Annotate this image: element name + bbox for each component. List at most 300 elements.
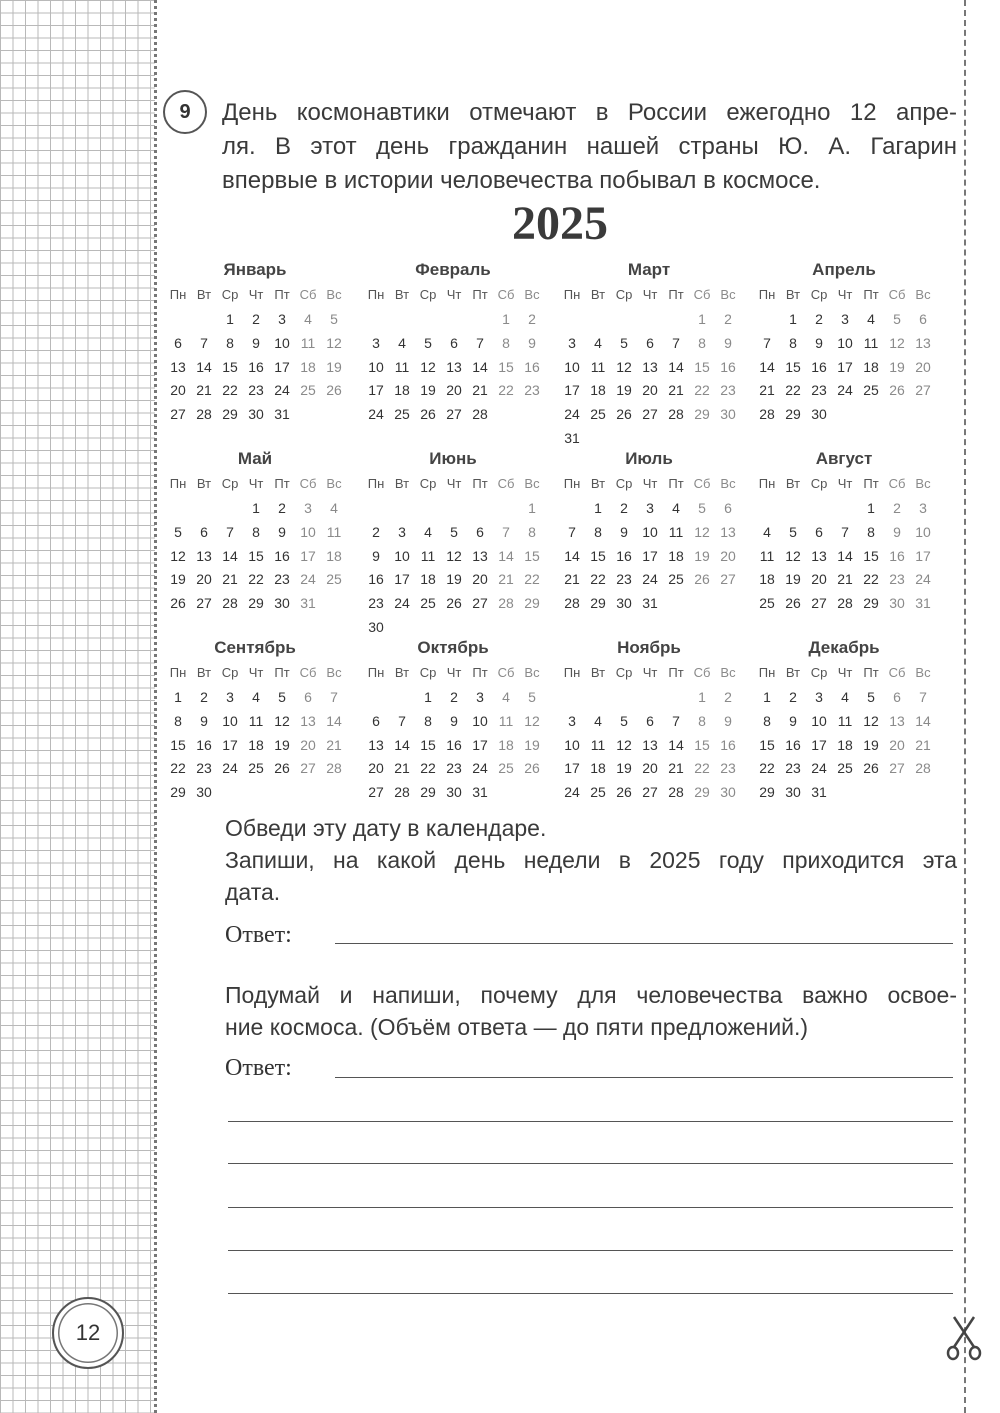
calendar-day[interactable]: 16 xyxy=(720,358,736,375)
calendar-day[interactable]: 3 xyxy=(304,500,312,516)
calendar-day[interactable]: 23 xyxy=(368,595,384,612)
calendar-day[interactable]: 20 xyxy=(170,382,186,399)
calendar-day[interactable]: 5 xyxy=(528,689,536,705)
calendar-day[interactable]: 7 xyxy=(919,689,927,705)
calendar-day[interactable]: 17 xyxy=(274,358,290,375)
calendar-day[interactable]: 17 xyxy=(564,382,580,399)
calendar-day[interactable]: 4 xyxy=(672,500,680,516)
calendar-day[interactable]: 26 xyxy=(524,760,540,777)
calendar-day[interactable]: 5 xyxy=(620,334,628,351)
calendar-day[interactable]: 4 xyxy=(594,712,602,729)
calendar-day[interactable]: 13 xyxy=(300,712,316,729)
calendar-day[interactable]: 8 xyxy=(502,334,510,351)
calendar-day[interactable]: 15 xyxy=(248,547,264,564)
calendar-day[interactable]: 12 xyxy=(420,358,436,375)
calendar-day[interactable]: 21 xyxy=(326,736,342,753)
calendar-day[interactable]: 3 xyxy=(476,689,484,705)
calendar-day[interactable]: 10 xyxy=(915,523,931,540)
calendar-day[interactable]: 13 xyxy=(642,736,658,753)
calendar-day[interactable]: 1 xyxy=(252,500,260,516)
calendar-day[interactable]: 30 xyxy=(720,406,736,423)
calendar-day[interactable]: 13 xyxy=(472,547,488,564)
calendar-day[interactable]: 14 xyxy=(759,358,775,375)
calendar-day[interactable]: 6 xyxy=(724,500,732,516)
calendar-day[interactable]: 21 xyxy=(196,382,212,399)
calendar-day[interactable]: 20 xyxy=(368,760,384,777)
calendar-day[interactable]: 31 xyxy=(915,595,931,612)
calendar-day[interactable]: 6 xyxy=(174,334,182,351)
calendar-day[interactable]: 19 xyxy=(785,571,801,588)
calendar-day[interactable]: 26 xyxy=(616,784,632,801)
calendar-day[interactable]: 12 xyxy=(889,334,905,351)
calendar-day[interactable]: 24 xyxy=(564,784,580,801)
calendar-day[interactable]: 18 xyxy=(498,736,514,753)
calendar-day[interactable]: 29 xyxy=(694,784,710,801)
calendar-day[interactable]: 10 xyxy=(222,712,238,729)
calendar-day[interactable]: 2 xyxy=(620,500,628,516)
calendar-day[interactable]: 29 xyxy=(590,595,606,612)
calendar-day[interactable]: 17 xyxy=(368,382,384,399)
calendar-day[interactable]: 2 xyxy=(450,689,458,705)
calendar-day[interactable]: 14 xyxy=(394,736,410,753)
calendar-day[interactable]: 6 xyxy=(893,689,901,705)
calendar-day[interactable]: 21 xyxy=(915,736,931,753)
calendar-day[interactable]: 19 xyxy=(420,382,436,399)
calendar-day[interactable]: 5 xyxy=(789,523,797,540)
calendar-day[interactable]: 16 xyxy=(889,547,905,564)
calendar-day[interactable]: 11 xyxy=(668,523,684,540)
calendar-day[interactable]: 25 xyxy=(759,595,775,612)
calendar-day[interactable]: 18 xyxy=(668,547,684,564)
calendar-day[interactable]: 5 xyxy=(278,689,286,705)
calendar-day[interactable]: 5 xyxy=(424,334,432,351)
calendar-day[interactable]: 2 xyxy=(278,500,286,516)
calendar-day[interactable]: 19 xyxy=(863,736,879,753)
calendar-day[interactable]: 24 xyxy=(222,760,238,777)
calendar-day[interactable]: 3 xyxy=(568,334,576,351)
calendar-day[interactable]: 20 xyxy=(196,571,212,588)
calendar-day[interactable]: 6 xyxy=(304,689,312,705)
calendar-day[interactable]: 20 xyxy=(642,760,658,777)
calendar-day[interactable]: 11 xyxy=(394,358,410,375)
calendar-day[interactable]: 7 xyxy=(476,334,484,351)
calendar-day[interactable]: 6 xyxy=(372,712,380,729)
calendar-day[interactable]: 9 xyxy=(450,712,458,729)
calendar-day[interactable]: 26 xyxy=(785,595,801,612)
calendar-day[interactable]: 30 xyxy=(196,784,212,801)
calendar-day[interactable]: 12 xyxy=(326,334,342,351)
calendar-day[interactable]: 31 xyxy=(642,595,658,612)
calendar-day[interactable]: 24 xyxy=(642,571,658,588)
calendar-day[interactable]: 22 xyxy=(524,571,540,588)
calendar-day[interactable]: 19 xyxy=(446,571,462,588)
calendar-day[interactable]: 30 xyxy=(889,595,905,612)
calendar-day[interactable]: 8 xyxy=(528,523,536,540)
calendar-day[interactable]: 2 xyxy=(200,689,208,705)
calendar-day[interactable]: 20 xyxy=(720,547,736,564)
calendar-day[interactable]: 13 xyxy=(915,334,931,351)
calendar-day[interactable]: 18 xyxy=(420,571,436,588)
calendar-day[interactable]: 4 xyxy=(398,334,406,351)
calendar-day[interactable]: 17 xyxy=(222,736,238,753)
calendar-day[interactable]: 31 xyxy=(300,595,316,612)
calendar-day[interactable]: 10 xyxy=(642,523,658,540)
calendar-day[interactable]: 18 xyxy=(300,358,316,375)
calendar-day[interactable]: 13 xyxy=(642,358,658,375)
calendar-day[interactable]: 8 xyxy=(867,523,875,540)
calendar-day[interactable]: 17 xyxy=(472,736,488,753)
calendar-day[interactable]: 12 xyxy=(616,358,632,375)
calendar-day[interactable]: 28 xyxy=(326,760,342,777)
calendar-day[interactable]: 12 xyxy=(524,712,540,729)
calendar-day[interactable]: 10 xyxy=(564,358,580,375)
calendar-day[interactable]: 12 xyxy=(446,547,462,564)
calendar-day[interactable]: 10 xyxy=(394,547,410,564)
calendar-day[interactable]: 16 xyxy=(274,547,290,564)
calendar-day[interactable]: 17 xyxy=(300,547,316,564)
calendar-day[interactable]: 6 xyxy=(919,311,927,327)
calendar-day[interactable]: 17 xyxy=(394,571,410,588)
calendar-day[interactable]: 13 xyxy=(368,736,384,753)
calendar-day[interactable]: 29 xyxy=(248,595,264,612)
calendar-day[interactable]: 30 xyxy=(368,618,384,635)
calendar-day[interactable]: 31 xyxy=(564,429,580,446)
calendar-day[interactable]: 29 xyxy=(863,595,879,612)
calendar-day[interactable]: 21 xyxy=(472,382,488,399)
calendar-day[interactable]: 8 xyxy=(226,334,234,351)
calendar-day[interactable]: 6 xyxy=(450,334,458,351)
calendar-day[interactable]: 4 xyxy=(763,523,771,540)
calendar-day[interactable]: 26 xyxy=(326,382,342,399)
calendar-day[interactable]: 27 xyxy=(642,784,658,801)
calendar-day[interactable]: 25 xyxy=(420,595,436,612)
calendar-day[interactable]: 18 xyxy=(590,382,606,399)
calendar-day[interactable]: 23 xyxy=(196,760,212,777)
calendar-day[interactable]: 3 xyxy=(278,311,286,327)
calendar-day[interactable]: 15 xyxy=(785,358,801,375)
calendar-day[interactable]: 14 xyxy=(498,547,514,564)
calendar-day[interactable]: 26 xyxy=(889,382,905,399)
calendar-day[interactable]: 11 xyxy=(498,712,514,729)
calendar-day[interactable]: 12 xyxy=(785,547,801,564)
calendar-day[interactable]: 28 xyxy=(564,595,580,612)
calendar-day[interactable]: 27 xyxy=(811,595,827,612)
calendar-day[interactable]: 9 xyxy=(278,523,286,540)
calendar-day[interactable]: 24 xyxy=(472,760,488,777)
calendar-day[interactable]: 9 xyxy=(724,334,732,351)
calendar-day[interactable]: 1 xyxy=(789,311,797,327)
calendar-day[interactable]: 7 xyxy=(672,334,680,351)
calendar-day[interactable]: 8 xyxy=(594,523,602,540)
calendar-day[interactable]: 28 xyxy=(196,406,212,423)
calendar-day[interactable]: 28 xyxy=(668,784,684,801)
calendar-day[interactable]: 14 xyxy=(196,358,212,375)
calendar-day[interactable]: 21 xyxy=(759,382,775,399)
calendar-day[interactable]: 19 xyxy=(616,760,632,777)
answer-line[interactable] xyxy=(335,943,953,944)
calendar-day[interactable]: 6 xyxy=(476,523,484,540)
calendar-day[interactable]: 18 xyxy=(837,736,853,753)
calendar-day[interactable]: 25 xyxy=(248,760,264,777)
calendar-day[interactable]: 17 xyxy=(837,358,853,375)
calendar-day[interactable]: 27 xyxy=(446,406,462,423)
calendar-day[interactable]: 30 xyxy=(616,595,632,612)
calendar-day[interactable]: 14 xyxy=(222,547,238,564)
calendar-day[interactable]: 21 xyxy=(498,571,514,588)
calendar-day[interactable]: 11 xyxy=(300,334,316,351)
calendar-day[interactable]: 2 xyxy=(372,523,380,540)
calendar-day[interactable]: 1 xyxy=(763,689,771,705)
calendar-day[interactable]: 9 xyxy=(815,334,823,351)
calendar-day[interactable]: 7 xyxy=(226,523,234,540)
calendar-day[interactable]: 14 xyxy=(837,547,853,564)
calendar-day[interactable]: 28 xyxy=(759,406,775,423)
calendar-day[interactable]: 30 xyxy=(248,406,264,423)
calendar-day[interactable]: 24 xyxy=(811,760,827,777)
calendar-day[interactable]: 24 xyxy=(274,382,290,399)
calendar-day[interactable]: 15 xyxy=(498,358,514,375)
calendar-day[interactable]: 26 xyxy=(616,406,632,423)
calendar-day[interactable]: 11 xyxy=(326,523,342,540)
calendar-day[interactable]: 28 xyxy=(472,406,488,423)
calendar-day[interactable]: 26 xyxy=(863,760,879,777)
calendar-day[interactable]: 9 xyxy=(789,712,797,729)
calendar-day[interactable]: 25 xyxy=(300,382,316,399)
calendar-day[interactable]: 16 xyxy=(196,736,212,753)
calendar-day[interactable]: 2 xyxy=(893,500,901,516)
calendar-day[interactable]: 31 xyxy=(811,784,827,801)
calendar-day[interactable]: 5 xyxy=(893,311,901,327)
calendar-day[interactable]: 20 xyxy=(889,736,905,753)
calendar-day[interactable]: 4 xyxy=(424,523,432,540)
calendar-day[interactable]: 23 xyxy=(616,571,632,588)
calendar-day[interactable]: 9 xyxy=(620,523,628,540)
calendar-day[interactable]: 22 xyxy=(694,760,710,777)
calendar-day[interactable]: 16 xyxy=(720,736,736,753)
calendar-day[interactable]: 16 xyxy=(616,547,632,564)
calendar-day[interactable]: 20 xyxy=(811,571,827,588)
calendar-day[interactable]: 23 xyxy=(785,760,801,777)
calendar-day[interactable]: 1 xyxy=(867,500,875,516)
calendar-day[interactable]: 28 xyxy=(837,595,853,612)
calendar-day[interactable]: 2 xyxy=(252,311,260,327)
calendar-day[interactable]: 13 xyxy=(889,712,905,729)
calendar-day[interactable]: 2 xyxy=(724,311,732,327)
calendar-day[interactable]: 26 xyxy=(694,571,710,588)
calendar-day[interactable]: 21 xyxy=(394,760,410,777)
calendar-day[interactable]: 27 xyxy=(720,571,736,588)
calendar-day[interactable]: 29 xyxy=(694,406,710,423)
calendar-day[interactable]: 28 xyxy=(394,784,410,801)
calendar-day[interactable]: 25 xyxy=(498,760,514,777)
calendar-day[interactable]: 10 xyxy=(300,523,316,540)
calendar-day[interactable]: 26 xyxy=(446,595,462,612)
calendar-day[interactable]: 3 xyxy=(568,712,576,729)
calendar-day[interactable]: 1 xyxy=(698,311,706,327)
calendar-day[interactable]: 5 xyxy=(867,689,875,705)
calendar-day[interactable]: 15 xyxy=(863,547,879,564)
calendar-day[interactable]: 10 xyxy=(472,712,488,729)
calendar-day[interactable]: 6 xyxy=(646,712,654,729)
calendar-day[interactable]: 12 xyxy=(863,712,879,729)
calendar-day[interactable]: 20 xyxy=(915,358,931,375)
calendar-day[interactable]: 4 xyxy=(841,689,849,705)
calendar-day[interactable]: 13 xyxy=(446,358,462,375)
calendar-day[interactable]: 28 xyxy=(498,595,514,612)
calendar-day[interactable]: 8 xyxy=(789,334,797,351)
calendar-day[interactable]: 29 xyxy=(222,406,238,423)
calendar-day[interactable]: 22 xyxy=(694,382,710,399)
calendar-day[interactable]: 4 xyxy=(867,311,875,327)
calendar-day[interactable]: 8 xyxy=(698,334,706,351)
calendar-day[interactable]: 25 xyxy=(668,571,684,588)
calendar-day[interactable]: 8 xyxy=(698,712,706,729)
calendar-day[interactable]: 14 xyxy=(915,712,931,729)
calendar-day[interactable]: 19 xyxy=(889,358,905,375)
calendar-day[interactable]: 7 xyxy=(672,712,680,729)
calendar-day[interactable]: 14 xyxy=(564,547,580,564)
calendar-day[interactable]: 22 xyxy=(248,571,264,588)
calendar-day[interactable]: 11 xyxy=(590,736,606,753)
calendar-day[interactable]: 25 xyxy=(394,406,410,423)
calendar-day[interactable]: 12 xyxy=(616,736,632,753)
calendar-day[interactable]: 8 xyxy=(763,712,771,729)
calendar-day[interactable]: 7 xyxy=(398,712,406,729)
calendar-day[interactable]: 31 xyxy=(472,784,488,801)
calendar-day[interactable]: 21 xyxy=(837,571,853,588)
calendar-day[interactable]: 3 xyxy=(815,689,823,705)
calendar-day[interactable]: 4 xyxy=(304,311,312,327)
calendar-day[interactable]: 8 xyxy=(424,712,432,729)
calendar-day[interactable]: 20 xyxy=(300,736,316,753)
calendar-day[interactable]: 22 xyxy=(785,382,801,399)
calendar-day[interactable]: 16 xyxy=(446,736,462,753)
calendar-day[interactable]: 26 xyxy=(274,760,290,777)
calendar-day[interactable]: 1 xyxy=(174,689,182,705)
calendar-day[interactable]: 2 xyxy=(789,689,797,705)
calendar-day[interactable]: 12 xyxy=(170,547,186,564)
calendar-day[interactable]: 2 xyxy=(724,689,732,705)
calendar-day[interactable]: 18 xyxy=(590,760,606,777)
calendar-day[interactable]: 17 xyxy=(915,547,931,564)
calendar-day[interactable]: 24 xyxy=(837,382,853,399)
calendar-day[interactable]: 15 xyxy=(420,736,436,753)
calendar-day[interactable]: 28 xyxy=(668,406,684,423)
calendar-day[interactable]: 17 xyxy=(811,736,827,753)
calendar-day[interactable]: 5 xyxy=(174,523,182,540)
calendar-day[interactable]: 11 xyxy=(248,712,264,729)
calendar-day[interactable]: 28 xyxy=(222,595,238,612)
calendar-day[interactable]: 30 xyxy=(274,595,290,612)
calendar-day[interactable]: 7 xyxy=(763,334,771,351)
calendar-day[interactable]: 20 xyxy=(472,571,488,588)
calendar-day[interactable]: 22 xyxy=(863,571,879,588)
calendar-day[interactable]: 3 xyxy=(226,689,234,705)
calendar-day[interactable]: 18 xyxy=(863,358,879,375)
calendar-day[interactable]: 27 xyxy=(642,406,658,423)
calendar-day[interactable]: 13 xyxy=(196,547,212,564)
calendar-day[interactable]: 30 xyxy=(446,784,462,801)
calendar-day[interactable]: 4 xyxy=(252,689,260,705)
calendar-day[interactable]: 11 xyxy=(590,358,606,375)
answer-line[interactable] xyxy=(228,1121,953,1122)
answer-line[interactable] xyxy=(228,1207,953,1208)
calendar-day[interactable]: 14 xyxy=(668,736,684,753)
calendar-day[interactable]: 10 xyxy=(811,712,827,729)
calendar-day[interactable]: 15 xyxy=(590,547,606,564)
calendar-day[interactable]: 11 xyxy=(863,334,879,351)
calendar-day[interactable]: 21 xyxy=(668,760,684,777)
calendar-day[interactable]: 17 xyxy=(564,760,580,777)
calendar-day[interactable]: 19 xyxy=(326,358,342,375)
calendar-day[interactable]: 7 xyxy=(841,523,849,540)
calendar-day[interactable]: 29 xyxy=(759,784,775,801)
calendar-day[interactable]: 27 xyxy=(889,760,905,777)
calendar-day[interactable]: 13 xyxy=(170,358,186,375)
calendar-day[interactable]: 25 xyxy=(326,571,342,588)
calendar-day[interactable]: 19 xyxy=(170,571,186,588)
calendar-day[interactable]: 22 xyxy=(590,571,606,588)
calendar-day[interactable]: 13 xyxy=(811,547,827,564)
calendar-day[interactable]: 5 xyxy=(698,500,706,516)
calendar-day[interactable]: 23 xyxy=(248,382,264,399)
calendar-day[interactable]: 15 xyxy=(694,736,710,753)
calendar-day[interactable]: 20 xyxy=(642,382,658,399)
calendar-day[interactable]: 22 xyxy=(759,760,775,777)
calendar-day[interactable]: 8 xyxy=(174,712,182,729)
calendar-day[interactable]: 6 xyxy=(646,334,654,351)
calendar-day[interactable]: 23 xyxy=(811,382,827,399)
calendar-day[interactable]: 18 xyxy=(759,571,775,588)
answer-line[interactable] xyxy=(228,1293,953,1294)
calendar-day[interactable]: 14 xyxy=(668,358,684,375)
calendar-day[interactable]: 25 xyxy=(590,406,606,423)
calendar-day[interactable]: 15 xyxy=(694,358,710,375)
calendar-day[interactable]: 5 xyxy=(330,311,338,327)
calendar-day[interactable]: 16 xyxy=(248,358,264,375)
calendar-day[interactable]: 19 xyxy=(616,382,632,399)
calendar-day[interactable]: 19 xyxy=(274,736,290,753)
calendar-day[interactable]: 11 xyxy=(837,712,853,729)
calendar-day[interactable]: 1 xyxy=(226,311,234,327)
calendar-day[interactable]: 16 xyxy=(368,571,384,588)
calendar-day[interactable]: 16 xyxy=(524,358,540,375)
calendar-day[interactable]: 9 xyxy=(528,334,536,351)
calendar-day[interactable]: 19 xyxy=(524,736,540,753)
calendar-day[interactable]: 10 xyxy=(368,358,384,375)
calendar-day[interactable]: 30 xyxy=(811,406,827,423)
calendar-day[interactable]: 28 xyxy=(915,760,931,777)
calendar-day[interactable]: 2 xyxy=(528,311,536,327)
calendar-day[interactable]: 23 xyxy=(720,760,736,777)
calendar-day[interactable]: 26 xyxy=(420,406,436,423)
calendar-day[interactable]: 23 xyxy=(720,382,736,399)
calendar-day[interactable]: 14 xyxy=(472,358,488,375)
calendar-day[interactable]: 1 xyxy=(424,689,432,705)
answer-line[interactable] xyxy=(228,1163,953,1164)
calendar-day[interactable]: 24 xyxy=(300,571,316,588)
calendar-day[interactable]: 20 xyxy=(446,382,462,399)
calendar-day[interactable]: 3 xyxy=(919,500,927,516)
calendar-day[interactable]: 17 xyxy=(642,547,658,564)
calendar-day[interactable]: 10 xyxy=(837,334,853,351)
calendar-day[interactable]: 18 xyxy=(326,547,342,564)
calendar-day[interactable]: 27 xyxy=(196,595,212,612)
calendar-day[interactable]: 29 xyxy=(524,595,540,612)
calendar-day[interactable]: 7 xyxy=(330,689,338,705)
calendar-day[interactable]: 22 xyxy=(420,760,436,777)
calendar-day[interactable]: 3 xyxy=(841,311,849,327)
